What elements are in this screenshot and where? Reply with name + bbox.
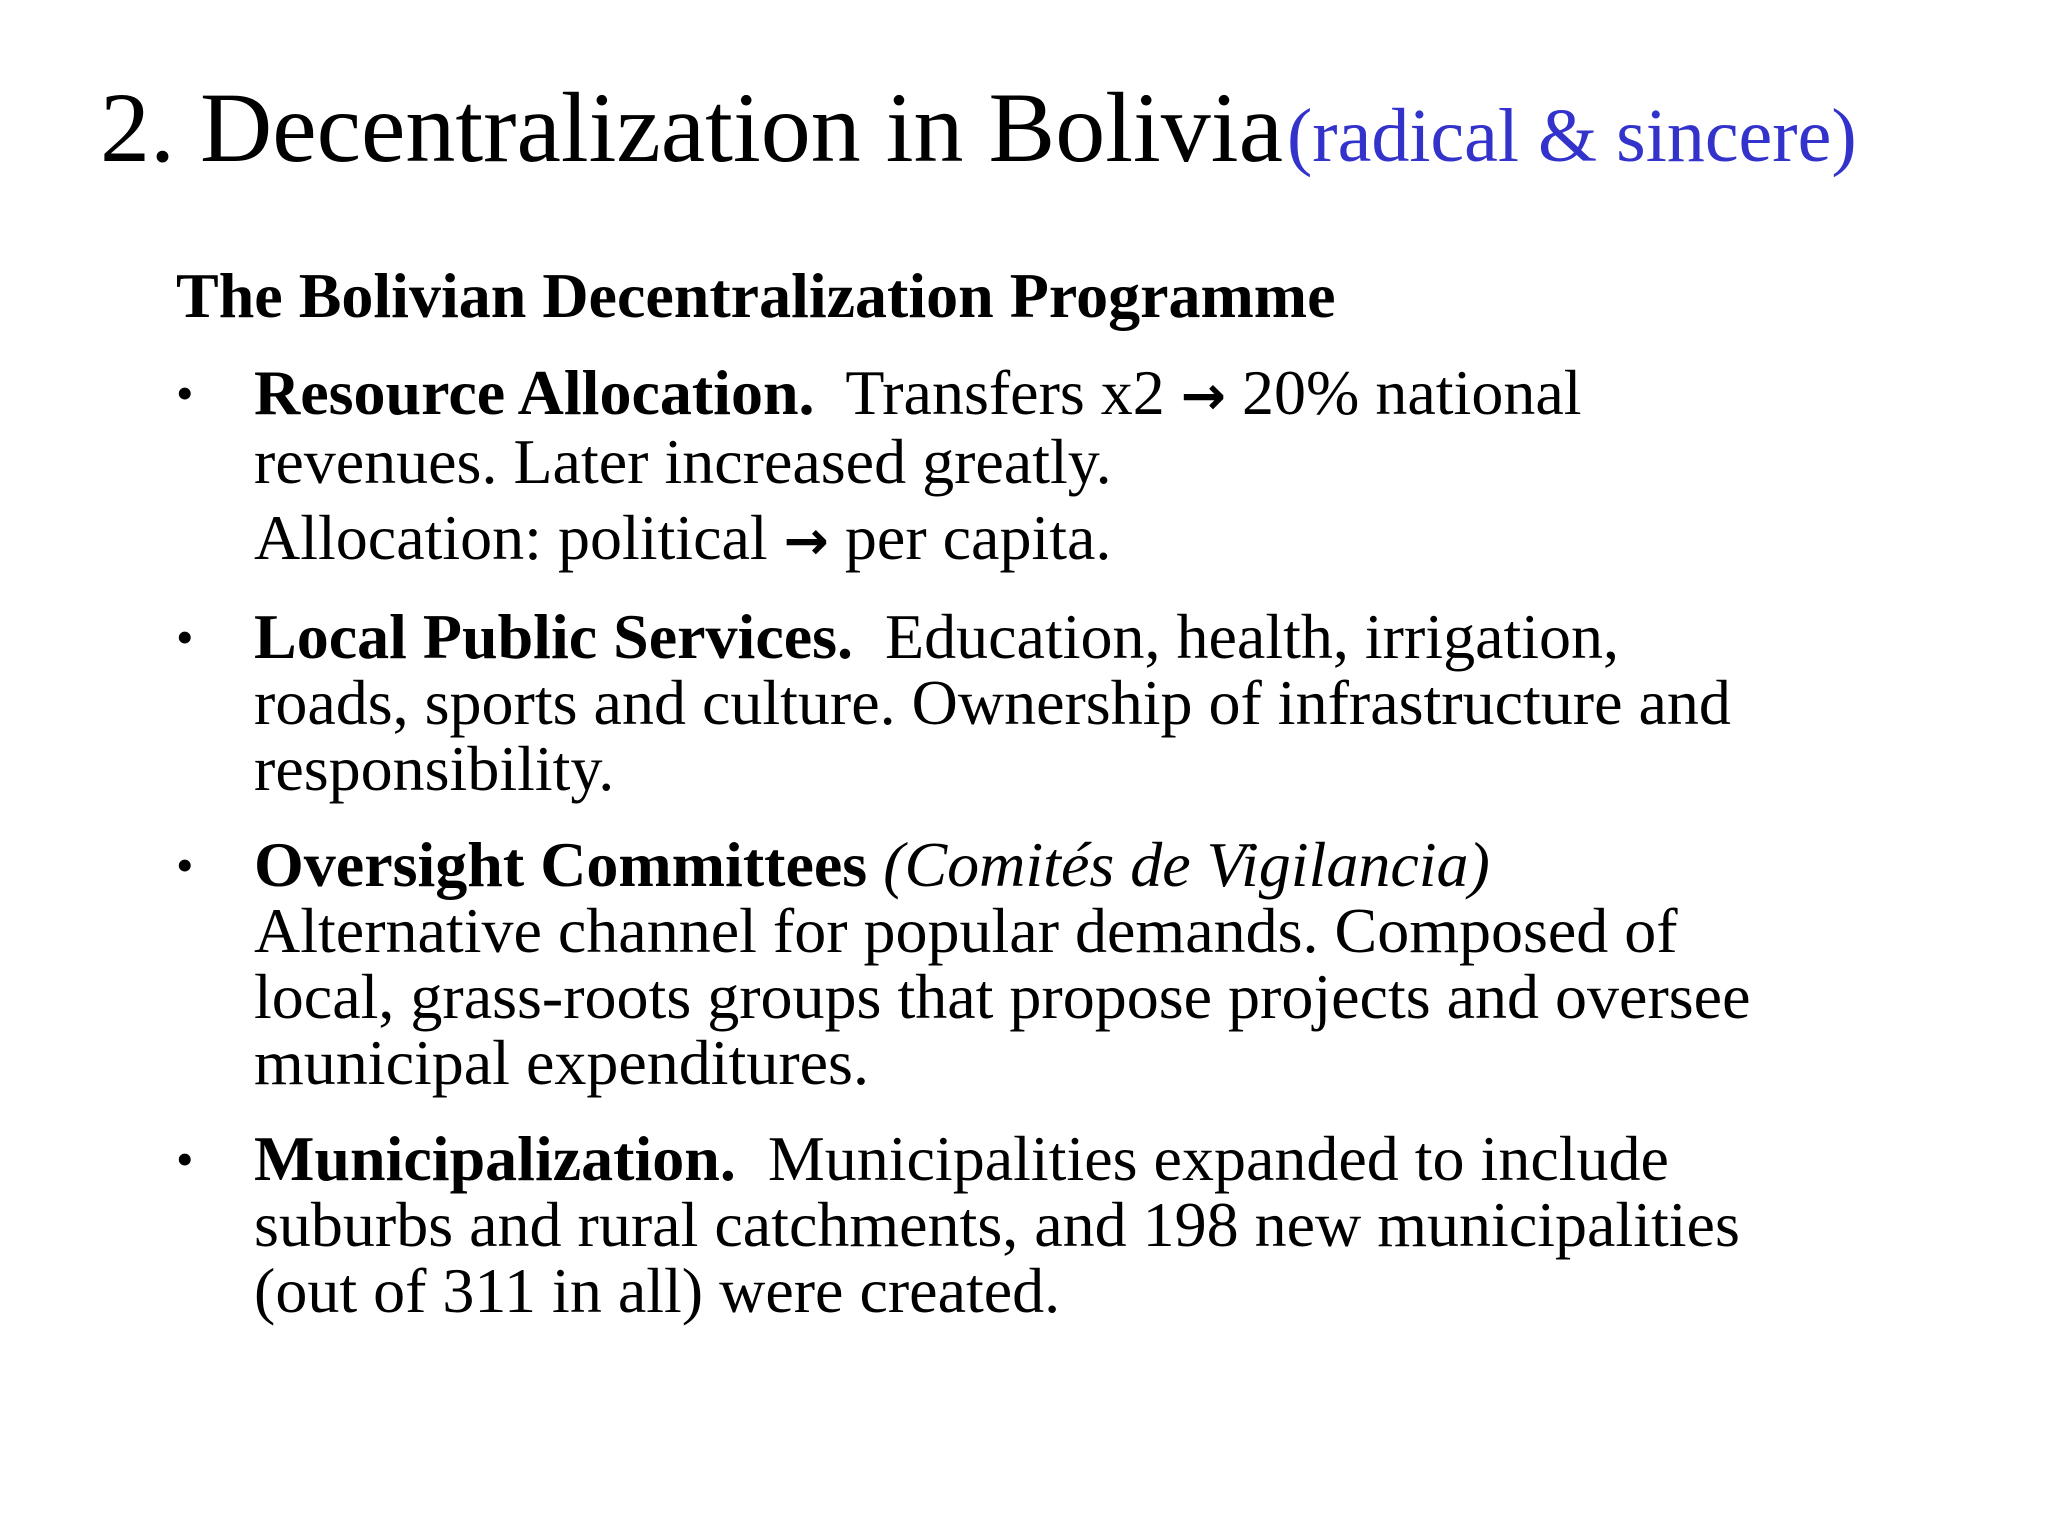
bullet-line: Alternative channel for popular demands. Composed of (254, 895, 1678, 966)
bullet-line (254, 357, 1896, 429)
bullet-icon: • (176, 365, 194, 421)
bullet-line (254, 502, 1896, 574)
bullet-text: Transfers x2 (845, 357, 1165, 428)
bullet-line: local, grass-roots groups that propose projects and oversee (254, 961, 1751, 1032)
bullet-line: (out of 311 in all) were created. (254, 1255, 1061, 1326)
bullet-line (254, 601, 1896, 672)
title-main: 2. Decentralization in Bolivia (100, 72, 1283, 183)
slide-title (100, 72, 1857, 183)
bullet-icon: • (176, 609, 194, 665)
bullet-icon: • (176, 1131, 194, 1187)
bullet-heading: Local Public Services. (254, 601, 854, 672)
bullet-line: responsibility. (254, 733, 615, 804)
title-accent: (radical & sincere) (1286, 94, 1857, 178)
bullet-text: per capita. (844, 502, 1112, 573)
subheading: The Bolivian Decentralization Programme (176, 260, 1336, 331)
bullet-local-public-services (176, 601, 1896, 804)
bullet-text: Education, health, irrigation, (885, 601, 1620, 672)
bullet-line: suburbs and rural catchments, and 198 new municipalities (254, 1189, 1740, 1260)
arrow-right-icon: → (783, 509, 829, 572)
bullet-list (176, 357, 1896, 1354)
bullet-heading-italic: (Comités de Vigilancia) (883, 829, 1490, 900)
bullet-line: revenues. Later increased greatly. (254, 426, 1112, 497)
bullet-text: Municipalities expanded to include (767, 1123, 1669, 1194)
bullet-heading: Resource Allocation. (254, 357, 815, 428)
bullet-oversight-committees (176, 829, 1896, 1098)
bullet-municipalization (176, 1123, 1896, 1326)
bullet-heading: Municipalization. (254, 1123, 736, 1194)
arrow-right-icon: → (1180, 364, 1227, 427)
bullet-resource-allocation (176, 357, 1896, 574)
bullet-icon: • (176, 837, 194, 893)
bullet-line: municipal expenditures. (254, 1027, 869, 1098)
bullet-heading: Oversight Committees (254, 829, 868, 900)
bullet-line (254, 1123, 1896, 1194)
bullet-text: 20% national (1242, 357, 1582, 428)
bullet-text: Allocation: political (254, 502, 768, 573)
bullet-line (254, 829, 1896, 900)
bullet-line: roads, sports and culture. Ownership of infrastructure and (254, 667, 1731, 738)
